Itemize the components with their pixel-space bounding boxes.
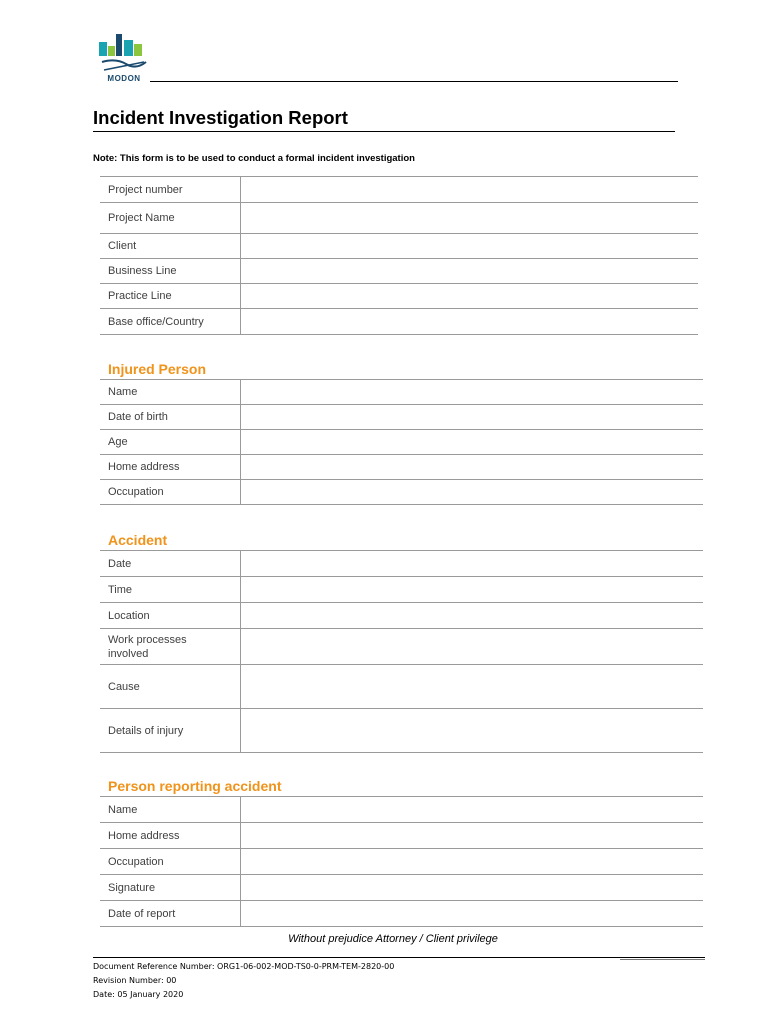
field-label: Date of birth [100,405,241,430]
table-row [100,309,698,335]
logo-graphic [96,32,152,74]
table-row [100,665,703,709]
document-date: Date: 05 January 2020 [93,990,184,999]
field-label: Date [100,551,241,577]
table-row [100,203,698,234]
field-label: Name [100,380,241,405]
field-input[interactable] [241,177,699,203]
table-row [100,629,703,665]
field-input[interactable] [241,309,699,335]
revision-number: Revision Number: 00 [93,976,177,985]
field-input[interactable] [241,430,704,455]
field-label: Practice Line [100,284,241,309]
document-reference: Document Reference Number: ORG1-06-002-MOD-TS0-0-PRM-TEM-2820-00 [93,962,395,971]
field-label: Name [100,797,241,823]
field-label: Business Line [100,259,241,284]
injured-person-table [100,379,703,505]
field-input[interactable] [241,203,699,234]
section-title-injured-person: Injured Person [108,361,207,377]
table-row [100,823,703,849]
field-input[interactable] [241,823,704,849]
table-row [100,234,698,259]
table-row [100,577,703,603]
reporter-table [100,796,703,927]
table-row [100,480,703,505]
field-label: Occupation [100,480,241,505]
field-input[interactable] [241,284,699,309]
logo-text: MODON [107,74,141,83]
section-title-accident: Accident [108,532,168,548]
table-row [100,709,703,753]
form-note: Note: This form is to be used to conduct a formal incident investigation [93,153,415,164]
header-rule [150,81,678,82]
table-row [100,797,703,823]
field-label: Project Name [100,203,241,234]
project-table [100,176,698,335]
field-label: Details of injury [100,709,241,753]
table-row [100,455,703,480]
field-input[interactable] [241,380,704,405]
table-row [100,875,703,901]
field-label: Home address [100,823,241,849]
field-label: Client [100,234,241,259]
footer-rule-secondary [620,959,705,960]
field-label: Base office/Country [100,309,241,335]
field-input[interactable] [241,849,704,875]
field-input[interactable] [241,551,704,577]
field-input[interactable] [241,665,704,709]
field-input[interactable] [241,629,704,665]
field-label: Home address [100,455,241,480]
privilege-notice: Without prejudice Attorney / Client privilege [288,933,498,945]
field-label: Signature [100,875,241,901]
table-row [100,284,698,309]
table-row [100,849,703,875]
footer-rule [93,957,705,958]
field-input[interactable] [241,405,704,430]
field-input[interactable] [241,797,704,823]
title-rule [93,131,675,132]
field-input[interactable] [241,709,704,753]
field-input[interactable] [241,577,704,603]
field-label: Time [100,577,241,603]
table-row [100,380,703,405]
table-row [100,405,703,430]
field-label: Age [100,430,241,455]
field-input[interactable] [241,603,704,629]
field-input[interactable] [241,259,699,284]
section-title-reporter: Person reporting accident [108,778,282,794]
field-input[interactable] [241,480,704,505]
table-row [100,430,703,455]
field-input[interactable] [241,875,704,901]
table-row [100,177,698,203]
company-logo [96,32,152,84]
field-input[interactable] [241,455,704,480]
field-label: Project number [100,177,241,203]
table-row [100,603,703,629]
field-input[interactable] [241,234,699,259]
page-title: Incident Investigation Report [93,107,348,128]
field-label: Date of report [100,901,241,927]
table-row [100,259,698,284]
field-label: Location [100,603,241,629]
table-row [100,551,703,577]
field-input[interactable] [241,901,704,927]
field-label: Occupation [100,849,241,875]
accident-table [100,550,703,753]
field-label: Cause [100,665,241,709]
table-row [100,901,703,927]
field-label: Work processes involved [100,629,241,665]
